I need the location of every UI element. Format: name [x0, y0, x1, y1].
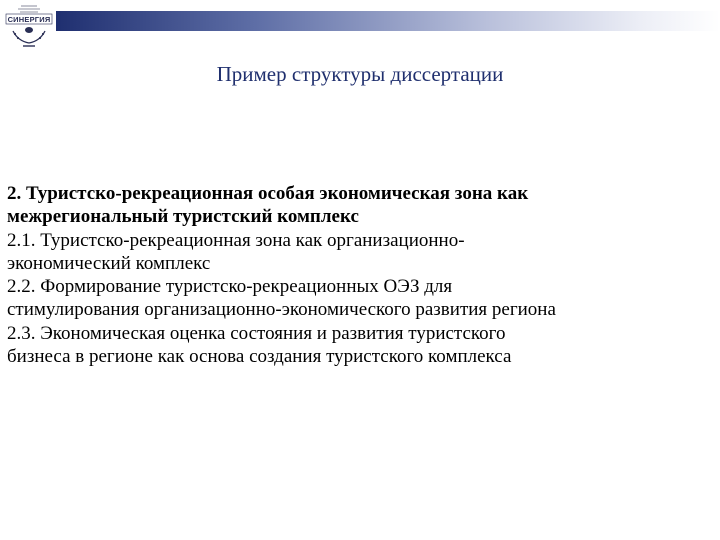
logo-caption: СИНЕРГИЯ [7, 15, 51, 24]
header-gradient-band [56, 11, 720, 31]
subsection-2-1-line-2: экономический комплекс [7, 252, 211, 274]
subsection-2-3-line-2: бизнеса в регионе как основа создания туристского комплекса [7, 346, 512, 368]
section-2-heading-line-2: межрегиональный туристский комплекс [7, 206, 359, 228]
subsection-2-2-line-1: 2.2. Формирование туристско-рекреационных ОЭЗ для [7, 276, 453, 298]
synergy-logo [4, 3, 54, 49]
dissertation-structure-text [7, 182, 717, 368]
slide-title: Пример структуры диссертации [216, 62, 504, 86]
subsection-2-3-line-1: 2.3. Экономическая оценка состояния и развития туристского [7, 322, 506, 344]
subsection-2-2-line-2: стимулирования организационно-экономического развития региона [7, 299, 556, 321]
subsection-2-1-line-1: 2.1. Туристско-рекреационная зона как организационно- [7, 229, 465, 251]
logo-emblem [4, 3, 54, 49]
section-2-heading-line-1: 2. Туристско-рекреационная особая экономическая зона как [7, 183, 529, 204]
